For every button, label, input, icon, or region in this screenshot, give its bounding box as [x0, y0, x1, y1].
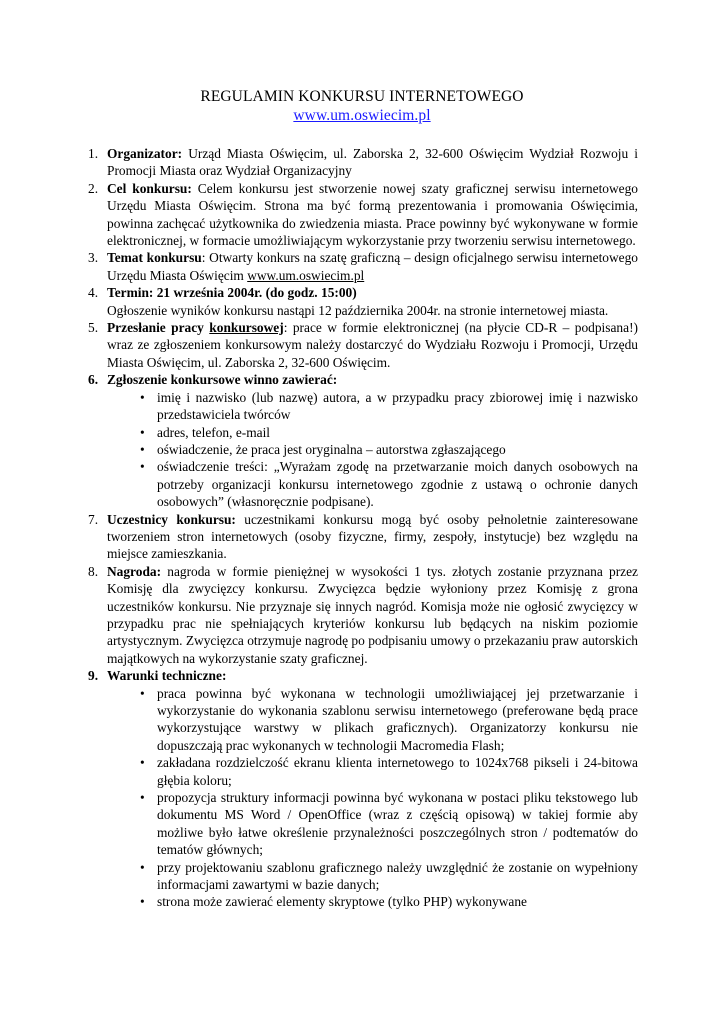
- rule-number: 8.: [88, 563, 99, 579]
- rule-deadline: [88, 284, 638, 319]
- rule-application: [88, 371, 638, 388]
- list-item: • oświadczenie, że praca jest oryginalna – autorstwa zgłaszającego: [140, 441, 506, 457]
- list-item: • przy projektowaniu szablonu graficznego należy uwzględnić że zostanie on wypełniony informacjami zawartymi w bazie danych;: [140, 859, 638, 893]
- rules-content: [88, 145, 638, 911]
- rule-label: Nagroda:: [107, 563, 162, 579]
- rule-text: Celem konkursu jest stworzenie nowej szaty graficznej serwisu internetowego Urzędu Miasta Oświęcim. Strona ma być formą prezentowania i promowania Oświęcimia, powinna zachęcać użytkownika do zwiedzenia miasta. Prace powinny być wykonywane w formie elektronicznej, w formacie umożliwiającym wykorzystanie przy tworzeniu serwisu internetowego.: [107, 180, 638, 249]
- bullet-icon: •: [140, 894, 145, 910]
- rule-label: Temat konkursu: [107, 250, 202, 266]
- bullet-icon: •: [140, 859, 145, 875]
- rule-technical: [88, 667, 638, 684]
- topic-link[interactable]: www.um.oswiecim.pl: [247, 267, 365, 283]
- rule-label: Warunki techniczne:: [107, 668, 227, 684]
- list-item: • propozycja struktury informacji powinna być wykonana w postaci pliku tekstowego lub dokumentu MS Word / OpenOffice (wraz z częścią opisową) w takiej formie aby możliwe było łatwe określenie przynależności poszczególnych stron / podtematów do tematów głównych;: [140, 790, 638, 858]
- bullet-icon: •: [140, 755, 145, 771]
- list-item: • zakładana rozdzielczość ekranu klienta internetowego to 1024x768 pikseli i 24-bitowa głębia koloru;: [140, 755, 638, 788]
- document-title-block: [0, 87, 724, 125]
- list-item: • praca powinna być wykonana w technologii umożliwiającej jej przetwarzanie i wykorzystanie do wykonania szablonu serwisu internetowego (preferowane będą prace wykorzystujące warstwy w plikach graficznych). Organizatorzy konkursu nie dopuszczają prac wykonanych w technologii Macromedia Flash;: [140, 685, 638, 753]
- bullet-icon: •: [140, 389, 145, 405]
- rule-label: Uczestnicy konkursu:: [107, 511, 236, 527]
- list-item: • adres, telefon, e-mail: [140, 424, 271, 440]
- rule-number: 1.: [88, 146, 99, 161]
- application-bullet-list: [88, 389, 638, 511]
- bullet-icon: •: [140, 790, 145, 806]
- rule-number: 4.: [88, 285, 99, 301]
- website-link[interactable]: www.um.oswiecim.pl: [293, 107, 431, 124]
- rule-prize: [88, 563, 638, 667]
- rule-text: : Otwarty konkurs na szatę graficzną – design oficjalnego serwisu internetowego Urzędu Miasta Oświęcim: [107, 250, 638, 283]
- rule-number: 2.: [88, 180, 99, 196]
- rule-number: 6.: [88, 372, 99, 388]
- rule-organizer: [88, 145, 638, 180]
- rule-label-underlined: konkursowej: [209, 320, 284, 336]
- list-item: • oświadczenie treści: „Wyrażam zgodę na przetwarzanie moich danych osobowych na potrzeby organizacji konkursu internetowego zgodnie z ustawą o ochronie danych osobowych” (własnoręcznie podpisane).: [140, 459, 638, 510]
- bullet-icon: •: [140, 459, 145, 475]
- rule-number: 3.: [88, 250, 99, 266]
- technical-bullet-list: [88, 685, 638, 911]
- rule-text: : prace w formie elektronicznej (na płycie CD-R – podpisana!) wraz ze zgłoszeniem konkursowym należy dostarczyć do Wydziału Rozwoju i Promocji, Urzędu Miasta Oświęcim, ul. Zaborska 2, 32-600 Oświęcim.: [107, 320, 638, 370]
- rule-text: Urząd Miasta Oświęcim, ul. Zaborska 2, 32-600 Oświęcim Wydział Rozwoju i Promocji Miasta oraz Wydział Organizacyjny: [107, 146, 638, 179]
- rule-text: Ogłoszenie wyników konkursu nastąpi 12 października 2004r. na stronie internetowej miasta.: [107, 302, 609, 318]
- rule-label: Cel konkursu:: [107, 180, 192, 196]
- list-item: • imię i nazwisko (lub nazwę) autora, a w przypadku pracy zbiorowej imię i nazwisko przedstawiciela twórców: [140, 389, 638, 423]
- rule-goal: [88, 180, 638, 250]
- rule-topic: [88, 249, 638, 284]
- rule-label: Organizator:: [107, 146, 183, 161]
- document-title: REGULAMIN KONKURSU INTERNETOWEGO: [200, 88, 524, 105]
- rule-label: Termin: 21 września 2004r. (do godz. 15:00): [107, 285, 357, 301]
- rule-number: 9.: [88, 668, 99, 684]
- rule-number: 7.: [88, 511, 99, 527]
- rule-participants: [88, 511, 638, 563]
- rule-text: uczestnikami konkursu mogą być osoby pełnoletnie zainteresowane tworzeniem stron internetowych (osoby fizyczne, firmy, zespoły, instytucje) bez względu na miejsce zamieszkania.: [107, 511, 638, 562]
- bullet-icon: •: [140, 424, 145, 440]
- rule-label: Zgłoszenie konkursowe winno zawierać:: [107, 372, 338, 388]
- bullet-icon: •: [140, 685, 145, 701]
- rule-text: nagroda w formie pieniężnej w wysokości 1 tys. złotych zostanie przyznana przez Komisję dla zwycięzcy konkursu. Zwycięzca będzie wyłoniony przez Komisję z grona uczestników konkursu. Nie przyznaje się innych nagród. Komisja może nie ogłosić zwycięzcy w przypadku prac nie spełniających kryteriów konkursu lub będących na niskim poziomie artystycznym. Zwycięzca otrzymuje nagrodę po podpisaniu umowy o przekazaniu praw autorskich majątkowych na wykorzystanie szaty graficznej.: [107, 563, 638, 666]
- rule-number: 5.: [88, 320, 99, 336]
- rule-submission: [88, 319, 638, 371]
- rule-label: Przesłanie pracy: [107, 320, 204, 336]
- bullet-icon: •: [140, 441, 145, 457]
- list-item: • strona może zawierać elementy skryptowe (tylko PHP) wykonywane: [140, 894, 527, 910]
